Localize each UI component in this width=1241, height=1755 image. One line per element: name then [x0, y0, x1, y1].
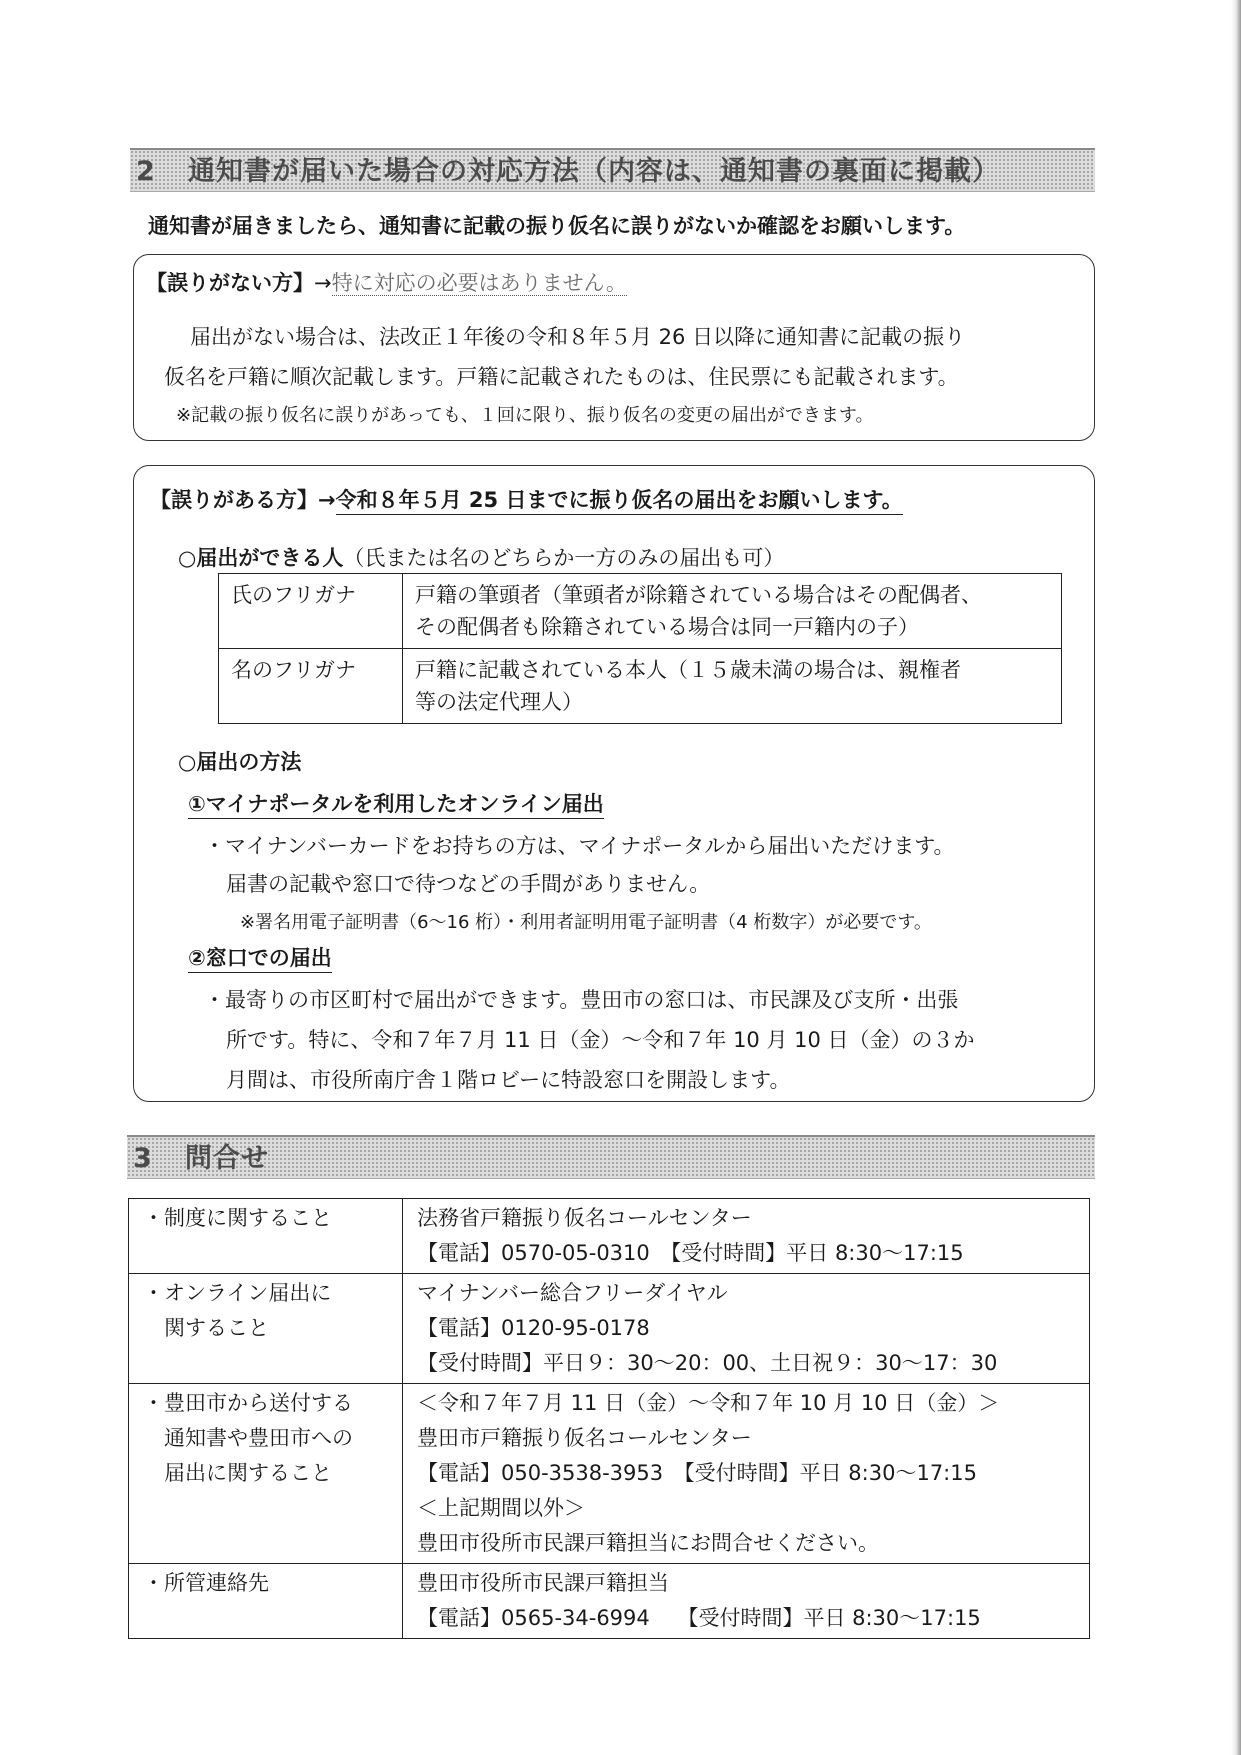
contact-table — [128, 1198, 1090, 1639]
contact-content-line: 【受付時間】平日９：30～20：00、土日祝９：30～17：30 — [417, 1351, 998, 1375]
contact-content-line: 豊田市役所市民課戸籍担当 — [417, 1571, 669, 1595]
method-1-title: ①マイナポータルを利用したオンライン届出 — [188, 792, 604, 819]
contact-content-online — [403, 1274, 1090, 1384]
page-edge-shadow — [1231, 0, 1241, 1755]
no-error-arrow: → — [314, 271, 332, 295]
furigana-surname-desc-line-2: その配偶者も除籍されている場合は同一戸籍内の子） — [415, 615, 919, 639]
has-error-heading-line — [150, 484, 903, 514]
contact-label-line: 届出に関すること — [143, 1461, 332, 1485]
contact-label-toyota — [129, 1384, 403, 1564]
contact-content-line: 法務省戸籍振り仮名コールセンター — [417, 1206, 752, 1230]
contact-label-office — [129, 1564, 403, 1639]
who-can-file-note: （氏または名のどちらか一方のみの届出も可） — [343, 546, 785, 570]
table-row — [129, 1564, 1090, 1639]
section-3-header — [127, 1135, 1095, 1179]
section-2-title: 通知書が届いた場合の対応方法（内容は、通知書の裏面に掲載） — [188, 156, 1000, 187]
filing-method-heading: ○届出の方法 — [178, 750, 302, 774]
contact-label-line: ・豊田市から送付する — [143, 1391, 353, 1415]
contact-content-system — [403, 1199, 1090, 1274]
contact-content-line: マイナンバー総合フリーダイヤル — [417, 1281, 728, 1305]
no-error-heading-line — [146, 267, 627, 297]
contact-content-line: ＜上記期間以外＞ — [417, 1496, 585, 1520]
contact-label-line: ・制度に関すること — [143, 1206, 332, 1230]
table-row — [129, 1199, 1090, 1274]
section-2-number: 2 — [136, 156, 156, 187]
contact-content-line: 【電話】0570-05-0310 【受付時間】平日 8:30～17:15 — [417, 1241, 964, 1265]
who-can-file-table — [218, 573, 1062, 724]
method-1-note: ※署名用電子証明書（6～16 桁）・利用者証明用電子証明書（4 桁数字）が必要です。 — [240, 912, 932, 933]
section-3-number: 3 — [133, 1143, 153, 1174]
contact-content-line: 【電話】0565-34-6994 【受付時間】平日 8:30～17:15 — [417, 1606, 981, 1630]
contact-content-line: 【電話】050-3538-3953 【受付時間】平日 8:30～17:15 — [417, 1461, 977, 1485]
contact-label-system — [129, 1199, 403, 1274]
method-2-line-2: 所です。特に、令和７年７月 11 日（金）～令和７年 10 月 10 日（金）の３か — [226, 1028, 975, 1052]
who-can-file-line — [178, 542, 784, 572]
method-1-line-2: 届書の記載や窓口で待つなどの手間がありません。 — [226, 872, 711, 896]
has-error-action: 令和８年５月 25 日までに振り仮名の届出をお願いします。 — [336, 488, 903, 515]
has-error-heading: 【誤りがある方】 — [150, 488, 318, 512]
no-error-line-1: 届出がない場合は、法改正１年後の令和８年５月 26 日以降に通知書に記載の振り — [190, 325, 966, 349]
section-2-lead: 通知書が届きましたら、通知書に記載の振り仮名に誤りがないか確認をお願いします。 — [148, 214, 966, 238]
contact-content-toyota — [403, 1384, 1090, 1564]
section-2-header — [130, 148, 1095, 192]
contact-label-line: 通知書や豊田市への — [143, 1426, 353, 1450]
furigana-given-label: 名のフリガナ — [219, 649, 403, 724]
furigana-given-desc-line-2: 等の法定代理人） — [415, 690, 583, 714]
furigana-surname-desc-line-1: 戸籍の筆頭者（筆頭者が除籍されている場合はその配偶者、 — [415, 583, 982, 607]
table-row — [129, 1274, 1090, 1384]
no-error-heading: 【誤りがない方】 — [146, 271, 314, 295]
table-row — [219, 649, 1062, 724]
furigana-surname-desc — [403, 574, 1062, 649]
furigana-given-desc-line-1: 戸籍に記載されている本人（１５歳未満の場合は、親権者 — [415, 658, 961, 682]
contact-label-line: ・所管連絡先 — [143, 1571, 269, 1595]
section-3-title: 問合せ — [185, 1143, 269, 1174]
method-1-line-1: ・マイナンバーカードをお持ちの方は、マイナポータルから届出いただけます。 — [204, 834, 955, 858]
contact-label-line: ・オンライン届出に — [143, 1281, 332, 1305]
no-error-action: 特に対応の必要はありません。 — [331, 271, 627, 295]
method-2-title: ②窓口での届出 — [188, 946, 332, 973]
contact-label-online — [129, 1274, 403, 1384]
contact-content-line: ＜令和７年７月 11 日（金）～令和７年 10 月 10 日（金）＞ — [417, 1391, 1000, 1415]
contact-label-line: 関すること — [143, 1316, 269, 1340]
table-row — [129, 1384, 1090, 1564]
no-error-box — [133, 254, 1095, 441]
who-can-file-heading: ○届出ができる人 — [178, 546, 344, 570]
furigana-surname-label: 氏のフリガナ — [219, 574, 403, 649]
has-error-box — [133, 465, 1095, 1102]
table-row — [219, 574, 1062, 649]
method-2-title-wrap — [188, 942, 332, 972]
contact-content-line: 豊田市戸籍振り仮名コールセンター — [417, 1426, 752, 1450]
contact-content-office — [403, 1564, 1090, 1639]
contact-content-line: 豊田市役所市民課戸籍担当にお問合せください。 — [417, 1531, 879, 1555]
contact-content-line: 【電話】0120-95-0178 — [417, 1316, 650, 1340]
furigana-given-desc — [403, 649, 1062, 724]
no-error-line-2: 仮名を戸籍に順次記載します。戸籍に記載されたものは、住民票にも記載されます。 — [164, 365, 959, 389]
has-error-arrow: → — [318, 488, 336, 512]
method-1-title-wrap — [188, 788, 604, 818]
method-2-line-3: 月間は、市役所南庁舎１階ロビーに特設窓口を開設します。 — [226, 1068, 791, 1092]
no-error-note: ※記載の振り仮名に誤りがあっても、１回に限り、振り仮名の変更の届出ができます。 — [176, 405, 874, 426]
method-2-line-1: ・最寄りの市区町村で届出ができます。豊田市の窓口は、市民課及び支所・出張 — [204, 988, 959, 1012]
